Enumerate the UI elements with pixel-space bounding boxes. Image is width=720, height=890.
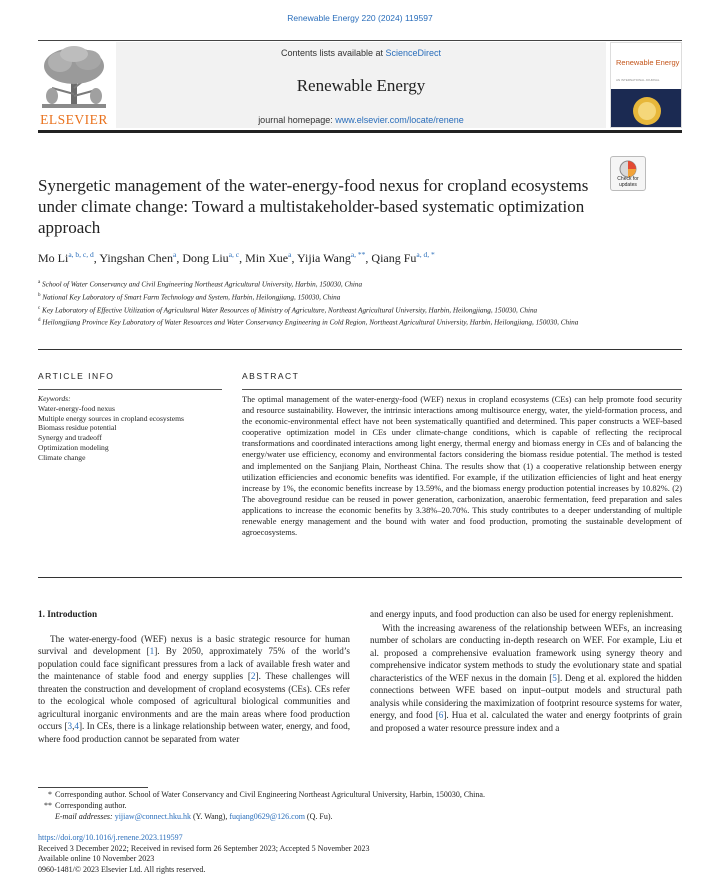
sciencedirect-link[interactable]: ScienceDirect <box>385 48 442 58</box>
cover-title: Renewable Energy <box>616 58 680 67</box>
author-name[interactable]: Mo Li <box>38 251 69 265</box>
reference-link[interactable]: 4 <box>74 721 79 731</box>
article-title: Synergetic management of the water-energy-food nexus for cropland ecosystems under climate change: Toward a multistakeholder-based systematic optimization approach <box>38 176 589 237</box>
affiliation-text: School of Water Conservancy and Civil Engineering Northeast Agricultural University, Harbin, 150030, China <box>42 280 363 289</box>
author-affiliation-marks[interactable]: a <box>173 250 177 259</box>
abstract-text: The optimal management of the water-energy-food (WEF) nexus in cropland ecosystems (CEs) can help promote food security and resource sustainability. However, the intrinsic interactions among multisource energy, water, the yield-formation process, and the economic-environmental effect have not been systematically quantified and determined. This paper constructs a WEF-based cooperative optimization model in CEs under climate-change conditions, which is capable of reflecting the reciprocal transformations and coordinated interactions among light energy, thermal energy and biomass energy in CEs and of balancing the energy/water use efficiency, economy and environmental factors considering the biomass residue potential. The method is tested and implemented on the Sanjiang Plain, Northeast China. The results show that (1) a cooperative relationship between energy utilization efficiencies and economic benefits was identified. For example, if the utilization efficiencies of light and heat energy increase by 1%, the economic benefits increase by 13.59%, and the biomass energy production potential increases by 10.82%. (2) The aboveground residue can be reused in power generation, carbonization, anaerobic fermentation, feed preparation and sales applications to increase the economic benefits by 3.38%–20.70%. This study contributes to a deeper understanding of multiple renewable energy management and the bound with water and food production, promoting the sustainable development of agroecosystems. <box>242 395 682 538</box>
reference-link[interactable]: 5 <box>552 672 557 683</box>
received-dates: Received 3 December 2022; Received in revised form 26 September 2023; Accepted 5 November 2023 <box>38 843 370 853</box>
affiliation-divider <box>38 349 682 350</box>
email-link-wang[interactable]: yijiaw@connect.hku.hk <box>114 812 191 821</box>
journal-homepage-line: journal homepage: www.elsevier.com/locate/renene <box>258 115 464 125</box>
footnote-text: Corresponding author. School of Water Conservancy and Civil Engineering Northeast Agricultural University, Harbin, 150030, China. <box>55 790 485 799</box>
copyright-notice: 0960-1481/© 2023 Elsevier Ltd. All rights reserved. <box>38 864 206 874</box>
elsevier-tree-icon <box>38 44 110 110</box>
author-name[interactable]: Min Xue <box>245 251 289 265</box>
affiliation-mark: d <box>38 318 41 324</box>
journal-homepage-link[interactable]: www.elsevier.com/locate/renene <box>335 115 464 125</box>
reference-link[interactable]: 3 <box>67 721 73 731</box>
journal-cover-image[interactable] <box>610 42 682 128</box>
keywords-label: Keywords: <box>38 394 71 403</box>
author-affiliation-marks[interactable]: a, d, * <box>416 250 435 259</box>
author-list: Mo Li$^{a, b, c, d}$, Yingshan Chen$^a$, Dong Liu$^{a, c}$, Min Xue$^a$, Yijia Wang$^{a, **}$, Qiang $Fu^{a, d, *}$ <box>38 250 435 265</box>
affiliation-list <box>38 278 638 329</box>
abstract-heading: ABSTRACT <box>242 371 300 381</box>
article-info-rule <box>38 389 222 390</box>
intro-paragraph-continuation: and energy inputs, and food production can also be used for energy replenishment. <box>370 609 674 619</box>
elsevier-logo[interactable] <box>38 44 110 128</box>
email-line: E-mail addresses: yijiaw@connect.hku.hk (Y. Wang), fuqiang0629@126.com (Q. Fu). <box>55 812 333 821</box>
footnote-text: Corresponding author. <box>55 801 127 810</box>
keywords-block <box>38 394 228 463</box>
affiliation-mark: c <box>38 305 41 311</box>
masthead-top-rule <box>38 40 682 41</box>
footnote-rule <box>38 787 148 788</box>
affiliation-text: Key Laboratory of Effective Utilization of Agricultural Water Resources of Ministry of Agriculture, Northeast Agricultural University, Harbin, Heilongjiang, 150030, China <box>42 305 538 314</box>
check-for-updates-button[interactable] <box>610 156 646 191</box>
keyword-item: Optimization modeling <box>38 442 109 452</box>
cover-artwork-icon <box>611 89 682 127</box>
keyword-item: Water-energy-food nexus <box>38 403 115 413</box>
abstract-divider <box>38 577 682 578</box>
body-column-left <box>38 608 350 745</box>
author-name[interactable]: Yijia Wang <box>297 251 351 265</box>
author-affiliation-marks[interactable]: a, c <box>228 250 240 259</box>
author-affiliation-marks[interactable]: a, ** <box>350 250 366 259</box>
journal-masthead <box>38 40 682 130</box>
footnote-mark: * <box>48 790 52 799</box>
affiliation-item <box>38 291 638 303</box>
keyword-item: Climate change <box>38 452 86 462</box>
keyword-item: Synergy and tradeoff <box>38 433 102 443</box>
intro-paragraph-1: The water-energy-food (WEF) nexus is a basic strategic resource for human survival and development [1]. By 2050, approximately 75% of the world’s population could face significant pressures from a lack of available fresh water and the maintenance of stable food and energy supplies [2]. These challenges will threaten the construction and development of cropland ecosystems (CEs). CEs refer to the ecological whole composed of agricultural biological communities and agricultural inorganic environments and are the main areas where food production occurs [3,4]. In CEs, there is a linkage relationship between water, energy, and food, where food production cannot be separated from water <box>38 633 350 744</box>
journal-title[interactable]: Renewable Energy <box>296 76 426 95</box>
masthead-bottom-rule <box>38 130 682 133</box>
cover-subtitle: AN INTERNATIONAL JOURNAL <box>616 78 660 82</box>
affiliation-mark: a <box>38 280 41 285</box>
footnote-item <box>38 789 682 800</box>
article-info-heading: ARTICLE INFO <box>38 371 115 381</box>
footnotes <box>38 789 682 822</box>
introduction-heading: 1. Introduction <box>38 609 98 619</box>
email-link-fu[interactable]: fuqiang0629@126.com <box>229 812 305 821</box>
reference-link[interactable]: 1 <box>149 646 155 656</box>
author-affiliation-marks[interactable]: a, b, c, d <box>68 250 94 259</box>
journal-citation[interactable]: Renewable Energy 220 (2024) 119597 <box>287 13 433 23</box>
contents-line: Contents lists available at ScienceDirect <box>280 48 442 58</box>
reference-link[interactable]: 2 <box>250 671 256 681</box>
footnote-mark: ** <box>44 801 52 810</box>
affiliation-text: Heilongjiang Province Key Laboratory of Water Resources and Water Conservancy Engineering in Cold Region, Northeast Agricultural University, Harbin, Heilongjiang, 150030, China <box>42 318 579 327</box>
author-name[interactable]: Qiang Fu <box>371 251 417 265</box>
affiliation-item <box>38 278 638 290</box>
check-for-updates-label: Check for updates <box>617 176 639 188</box>
intro-paragraph-2: With the increasing awareness of the relationship between WEFs, an increasing number of scholars are conducting in-depth research on WEF. For example, Liu et al. proposed a comprehensive evaluation framework using synergy theory and comprehensive indicator system methods to study the evolutionary state and spatial characteristics of the WEF nexus in the domain [5]. Deng et al. explored the hidden connections between WFE based on input–output models and structural path analysis while considering the maximization of footprint resource systems for water, energy, and food [6]. Hua et al. calculated the water and energy footprints of grain and proposed a water resource pressure index and a <box>370 622 683 733</box>
author-name[interactable]: Dong Liu <box>182 251 229 265</box>
doi-link[interactable]: https://doi.org/10.1016/j.renene.2023.119597 <box>38 833 183 842</box>
keyword-item: Biomass residue potential <box>38 423 117 433</box>
affiliation-mark: b <box>38 292 41 298</box>
elsevier-wordmark: ELSEVIER <box>40 112 108 127</box>
author-affiliation-marks[interactable]: a <box>288 250 292 259</box>
journal-info-box <box>116 42 606 128</box>
available-online-date: Available online 10 November 2023 <box>38 854 155 864</box>
affiliation-item <box>38 316 638 328</box>
footnote-item <box>38 800 682 811</box>
affiliation-text: National Key Laboratory of Smart Farm Technology and System, Harbin, Heilongjiang, 150030, China <box>42 293 341 302</box>
body-column-right <box>370 608 682 734</box>
keyword-item: Multiple energy sources in cropland ecosystems <box>38 413 185 423</box>
affiliation-item <box>38 304 638 316</box>
reference-link[interactable]: 6 <box>438 710 444 720</box>
abstract-rule <box>242 389 682 390</box>
author-name[interactable]: Yingshan Chen <box>99 251 173 265</box>
publication-info <box>38 833 682 875</box>
